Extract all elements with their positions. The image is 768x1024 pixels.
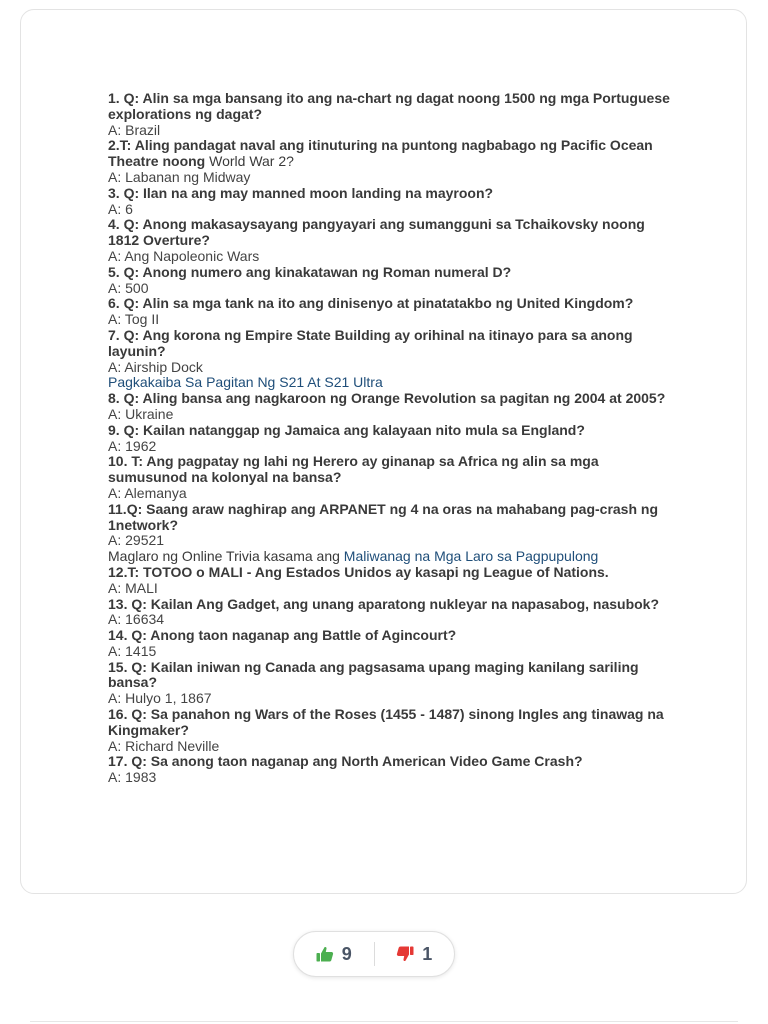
question-12: 12.T: TOTOO o MALI - Ang Estados Unidos ay kasapi ng League of Nations.: [108, 563, 609, 580]
answer-5: A: 500: [108, 279, 149, 296]
question-5: 5. Q: Anong numero ang kinakatawan ng Roman numeral D?: [108, 263, 512, 280]
answer-10: A: Alemanya: [108, 484, 187, 501]
answer-14: A: 1415: [108, 642, 157, 659]
question-1: 1. Q: Alin sa mga bansang ito ang na-chart ng dagat noong 1500 ng mga Portuguese explorations ng dagat?: [108, 90, 670, 122]
answer-17: A: 1983: [108, 769, 157, 786]
online-games-link[interactable]: Maliwanag na Mga Laro sa Pagpupulong: [343, 548, 599, 565]
question-16: 16. Q: Sa panahon ng Wars of the Roses (1455 - 1487) sinong Ingles ang tinawag na Kingmaker?: [108, 706, 664, 738]
question-11: 11.Q: Saang araw naghirap ang ARPANET ng 4 na oras na mahabang pag-crash ng 1network?: [108, 500, 659, 533]
answer-2: A: Labanan ng Midway: [108, 168, 251, 185]
question-6: 6. Q: Alin sa mga tank na ito ang dinisenyo at pinatatakbo ng United Kingdom?: [108, 295, 634, 312]
answer-11: A: 29521: [108, 532, 165, 549]
question-2: [108, 138, 676, 170]
question-2-bold: 2.T: Aling pandagat naval ang itinuturing na puntong nagbabago ng Pacific Ocean Theatre noong: [108, 137, 653, 170]
question-4: 4. Q: Anong makasaysayang pangyayari ang sumangguni sa Tchaikovsky noong 1812 Overture?: [108, 216, 645, 249]
question-7: 7. Q: Ang korona ng Empire State Building ay orihinal na itinayo para sa anong layunin?: [108, 326, 633, 359]
thumbs-up-icon: [316, 946, 334, 962]
vote-bar: [293, 931, 455, 977]
answer-4: A: Ang Napoleonic Wars: [108, 247, 260, 264]
upvote-count: 9: [341, 943, 352, 964]
trivia-content: [108, 91, 676, 786]
promo-line: [108, 549, 676, 565]
thumbs-down-icon: [396, 946, 414, 962]
question-10: 10. T: Ang pagpatay ng lahi ng Herero ay ginanap sa Africa ng alin sa mga sumusunod na kolonyal na bansa?: [108, 453, 599, 486]
answer-16: A: Richard Neville: [108, 737, 220, 754]
downvote-button[interactable]: [375, 944, 455, 965]
question-9: 9. Q: Kailan natanggap ng Jamaica ang kalayaan nito mula sa England?: [108, 421, 585, 438]
question-3: 3. Q: Ilan na ang may manned moon landing na mayroon?: [108, 184, 494, 201]
bottom-divider: [30, 1021, 738, 1022]
s21-comparison-link[interactable]: Pagkakaiba Sa Pagitan Ng S21 At S21 Ultra: [108, 374, 383, 391]
question-2-plain: World War 2?: [205, 153, 294, 170]
question-14: 14. Q: Anong taon naganap ang Battle of Agincourt?: [108, 627, 457, 644]
answer-13: A: 16634: [108, 611, 165, 628]
answer-6: A: Tog II: [108, 311, 160, 328]
promo-prefix: Maglaro ng Online Trivia kasama ang: [108, 548, 344, 565]
question-13: 13. Q: Kailan Ang Gadget, ang unang aparatong nukleyar na napasabog, nasubok?: [108, 595, 660, 612]
answer-7: A: Airship Dock: [108, 358, 203, 375]
answer-12: A: MALI: [108, 579, 158, 596]
answer-8: A: Ukraine: [108, 405, 174, 422]
upvote-button[interactable]: [294, 944, 374, 965]
answer-9: A: 1962: [108, 437, 157, 454]
answer-1: A: Brazil: [108, 121, 161, 138]
answer-15: A: Hulyo 1, 1867: [108, 690, 212, 707]
question-15: 15. Q: Kailan iniwan ng Canada ang pagsasama upang maging kanilang sariling bansa?: [108, 658, 639, 691]
question-17: 17. Q: Sa anong taon naganap ang North American Video Game Crash?: [108, 753, 583, 770]
question-8: 8. Q: Aling bansa ang nagkaroon ng Orange Revolution sa pagitan ng 2004 at 2005?: [108, 390, 666, 407]
answer-3: A: 6: [108, 200, 133, 217]
downvote-count: 1: [422, 943, 433, 964]
